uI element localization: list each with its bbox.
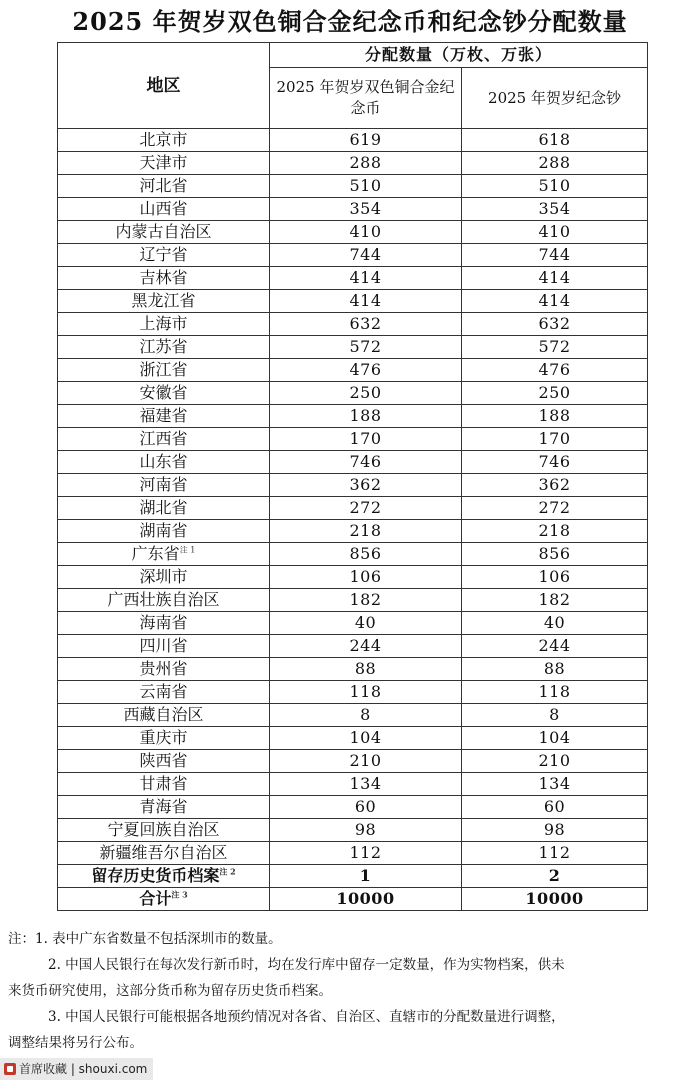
table-row [58, 175, 648, 198]
cell-region [58, 865, 270, 888]
cell-note-quantity: 746 [462, 451, 648, 474]
table-row [58, 405, 648, 428]
table-row [58, 796, 648, 819]
cell-region [58, 198, 270, 221]
footnote-marker: 注 2 [219, 866, 236, 877]
cell-coin-quantity: 414 [270, 267, 462, 290]
region-name: 宁夏回族自治区 [107, 820, 220, 839]
cell-region [58, 681, 270, 704]
cell-coin-quantity: 354 [270, 198, 462, 221]
cell-region [58, 405, 270, 428]
cell-coin-quantity: 106 [270, 566, 462, 589]
table-row [58, 428, 648, 451]
cell-coin-quantity: 218 [270, 520, 462, 543]
region-name: 吉林省 [139, 268, 188, 287]
cell-coin-quantity: 98 [270, 819, 462, 842]
region-name: 天津市 [139, 153, 188, 172]
cell-coin-quantity: 182 [270, 589, 462, 612]
region-name: 河北省 [139, 176, 188, 195]
region-name: 合计 [139, 889, 172, 908]
cell-region [58, 244, 270, 267]
cell-coin-quantity: 410 [270, 221, 462, 244]
cell-region [58, 635, 270, 658]
table-row [58, 336, 648, 359]
cell-note-quantity: 170 [462, 428, 648, 451]
cell-region [58, 819, 270, 842]
cell-region [58, 658, 270, 681]
cell-region [58, 221, 270, 244]
cell-note-quantity: 210 [462, 750, 648, 773]
footnote-marker: 注 1 [179, 545, 196, 555]
cell-coin-quantity: 856 [270, 543, 462, 566]
footnote-2-line-1: 2. 中国人民银行在每次发行新币时，均在发行库中留存一定数量，作为实物档案，供未 [48, 957, 565, 973]
region-name: 陕西省 [139, 751, 188, 770]
region-name: 海南省 [139, 613, 188, 632]
region-name: 北京市 [139, 130, 188, 149]
footnotes [8, 926, 692, 1056]
cell-region [58, 336, 270, 359]
table-row [58, 382, 648, 405]
region-name: 河南省 [139, 475, 188, 494]
cell-coin-quantity: 250 [270, 382, 462, 405]
cell-coin-quantity: 414 [270, 290, 462, 313]
table-row [58, 704, 648, 727]
cell-region [58, 129, 270, 152]
table-row-total [58, 888, 648, 911]
cell-region [58, 704, 270, 727]
cell-coin-quantity: 572 [270, 336, 462, 359]
cell-note-quantity: 856 [462, 543, 648, 566]
region-name: 青海省 [139, 797, 188, 816]
table-row [58, 750, 648, 773]
cell-note-quantity: 414 [462, 267, 648, 290]
table-body [58, 129, 648, 911]
cell-region [58, 612, 270, 635]
table-row [58, 152, 648, 175]
cell-region [58, 842, 270, 865]
table-row [58, 589, 648, 612]
cell-region [58, 313, 270, 336]
cell-note-quantity: 182 [462, 589, 648, 612]
region-name: 西藏自治区 [123, 705, 204, 724]
cell-coin-quantity: 632 [270, 313, 462, 336]
cell-note-quantity: 112 [462, 842, 648, 865]
cell-note-quantity: 414 [462, 290, 648, 313]
table-row [58, 313, 648, 336]
table-row [58, 451, 648, 474]
table-row [58, 819, 648, 842]
region-name: 黑龙江省 [131, 291, 196, 310]
cell-coin-quantity: 134 [270, 773, 462, 796]
header-allocation-group: 分配数量（万枚、万张） [270, 43, 648, 68]
header-coin: 2025 年贺岁双色铜合金纪念币 [270, 68, 462, 129]
region-name: 山西省 [139, 199, 188, 218]
cell-coin-quantity: 272 [270, 497, 462, 520]
table-row [58, 474, 648, 497]
cell-coin-quantity: 210 [270, 750, 462, 773]
footnote-marker: 注 3 [171, 889, 188, 900]
table-row [58, 566, 648, 589]
cell-note-quantity: 60 [462, 796, 648, 819]
cell-coin-quantity: 88 [270, 658, 462, 681]
table-row [58, 635, 648, 658]
region-name: 云南省 [139, 682, 188, 701]
table-row [58, 842, 648, 865]
watermark-text: 首席收藏 | shouxi.com [19, 1062, 148, 1076]
cell-note-quantity: 476 [462, 359, 648, 382]
table-row [58, 129, 648, 152]
table-row [58, 612, 648, 635]
cell-note-quantity: 510 [462, 175, 648, 198]
site-watermark [0, 1058, 153, 1080]
region-name: 湖北省 [139, 498, 188, 517]
header-note: 2025 年贺岁纪念钞 [462, 68, 648, 129]
cell-note-quantity: 250 [462, 382, 648, 405]
table-row [58, 865, 648, 888]
table-row [58, 497, 648, 520]
cell-note-quantity: 354 [462, 198, 648, 221]
cell-region [58, 888, 270, 911]
table-row [58, 267, 648, 290]
cell-coin-quantity: 744 [270, 244, 462, 267]
cell-region [58, 773, 270, 796]
region-name: 甘肃省 [139, 774, 188, 793]
cell-coin-quantity: 244 [270, 635, 462, 658]
table-row [58, 198, 648, 221]
cell-note-quantity: 618 [462, 129, 648, 152]
cell-note-quantity: 134 [462, 773, 648, 796]
cell-note-quantity: 632 [462, 313, 648, 336]
cell-coin-quantity: 619 [270, 129, 462, 152]
region-name: 江苏省 [139, 337, 188, 356]
cell-note-quantity: 106 [462, 566, 648, 589]
footnote-2-line-2: 来货币研究使用，这部分货币称为留存历史货币档案。 [8, 983, 332, 999]
allocation-table [57, 42, 648, 911]
region-name: 山东省 [139, 452, 188, 471]
region-name: 江西省 [139, 429, 188, 448]
cell-coin-quantity: 112 [270, 842, 462, 865]
cell-region [58, 589, 270, 612]
cell-coin-quantity: 1 [270, 865, 462, 888]
page-title: 2025 年贺岁双色铜合金纪念币和纪念钞分配数量 [72, 7, 628, 36]
cell-region [58, 474, 270, 497]
region-name: 浙江省 [139, 360, 188, 379]
cell-region [58, 359, 270, 382]
region-name: 福建省 [139, 406, 188, 425]
footnote-1: 注：1. 表中广东省数量不包括深圳市的数量。 [8, 931, 282, 947]
table-row [58, 359, 648, 382]
region-name: 上海市 [139, 314, 188, 333]
cell-note-quantity: 272 [462, 497, 648, 520]
region-name: 安徽省 [139, 383, 188, 402]
cell-note-quantity: 362 [462, 474, 648, 497]
cell-region [58, 152, 270, 175]
cell-note-quantity: 288 [462, 152, 648, 175]
table-row [58, 543, 648, 566]
cell-coin-quantity: 288 [270, 152, 462, 175]
table-row [58, 773, 648, 796]
cell-coin-quantity: 746 [270, 451, 462, 474]
cell-region [58, 566, 270, 589]
region-name: 广西壮族自治区 [107, 590, 220, 609]
table-row [58, 290, 648, 313]
cell-note-quantity: 98 [462, 819, 648, 842]
cell-coin-quantity: 170 [270, 428, 462, 451]
cell-region [58, 175, 270, 198]
cell-note-quantity: 88 [462, 658, 648, 681]
region-name: 内蒙古自治区 [115, 222, 212, 241]
cell-note-quantity: 8 [462, 704, 648, 727]
cell-coin-quantity: 188 [270, 405, 462, 428]
table-row [58, 520, 648, 543]
table-row [58, 244, 648, 267]
cell-region [58, 451, 270, 474]
cell-coin-quantity: 104 [270, 727, 462, 750]
region-name: 深圳市 [139, 567, 188, 586]
cell-region [58, 520, 270, 543]
cell-coin-quantity: 362 [270, 474, 462, 497]
cell-coin-quantity: 476 [270, 359, 462, 382]
cell-region [58, 796, 270, 819]
cell-region [58, 750, 270, 773]
cell-region [58, 727, 270, 750]
footnote-3-line-1: 3. 中国人民银行可能根据各地预约情况对各省、自治区、直辖市的分配数量进行调整， [48, 1009, 565, 1025]
region-name: 新疆维吾尔自治区 [99, 843, 228, 862]
cell-coin-quantity: 40 [270, 612, 462, 635]
cell-note-quantity: 244 [462, 635, 648, 658]
region-name: 辽宁省 [139, 245, 188, 264]
cell-note-quantity: 188 [462, 405, 648, 428]
cell-coin-quantity: 510 [270, 175, 462, 198]
cell-note-quantity: 104 [462, 727, 648, 750]
cell-note-quantity: 118 [462, 681, 648, 704]
bookmark-icon [4, 1063, 16, 1075]
table-row [58, 681, 648, 704]
cell-note-quantity: 410 [462, 221, 648, 244]
cell-coin-quantity: 60 [270, 796, 462, 819]
cell-region [58, 543, 270, 566]
region-name: 四川省 [139, 636, 188, 655]
table-row [58, 658, 648, 681]
region-name: 留存历史货币档案 [91, 866, 220, 885]
cell-note-quantity: 744 [462, 244, 648, 267]
cell-region [58, 267, 270, 290]
cell-note-quantity: 218 [462, 520, 648, 543]
cell-note-quantity: 2 [462, 865, 648, 888]
header-region: 地区 [58, 43, 270, 129]
cell-note-quantity: 572 [462, 336, 648, 359]
cell-region [58, 290, 270, 313]
cell-note-quantity: 10000 [462, 888, 648, 911]
cell-coin-quantity: 8 [270, 704, 462, 727]
region-name: 贵州省 [139, 659, 188, 678]
cell-region [58, 382, 270, 405]
table-row [58, 727, 648, 750]
cell-coin-quantity: 118 [270, 681, 462, 704]
table-row [58, 221, 648, 244]
cell-region [58, 428, 270, 451]
region-name: 广东省 [131, 544, 180, 563]
region-name: 重庆市 [139, 728, 188, 747]
region-name: 湖南省 [139, 521, 188, 540]
cell-coin-quantity: 10000 [270, 888, 462, 911]
footnote-3-line-2: 调整结果将另行公布。 [8, 1035, 143, 1051]
cell-note-quantity: 40 [462, 612, 648, 635]
cell-region [58, 497, 270, 520]
